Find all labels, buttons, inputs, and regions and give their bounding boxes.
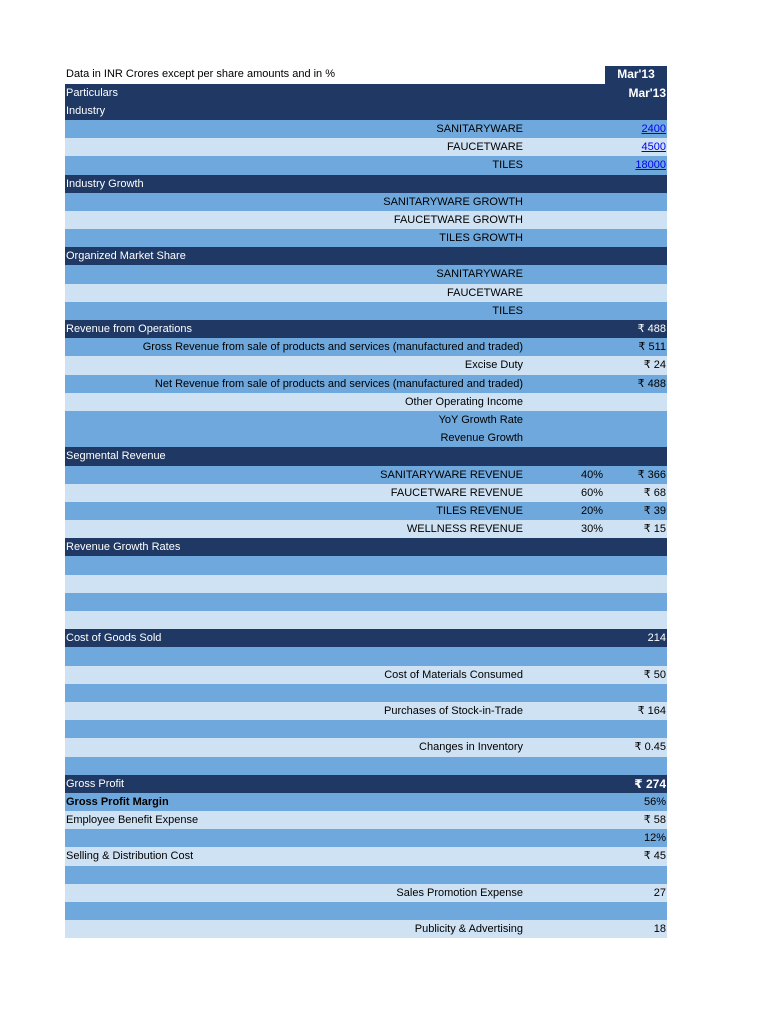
row-value: ₹ 488 <box>637 323 666 336</box>
row-header-label: Segmental Revenue <box>66 450 166 463</box>
row-value: 214 <box>647 632 666 645</box>
value-link[interactable] <box>546 156 666 174</box>
table-row[interactable] <box>65 666 667 684</box>
row-value: ₹ 50 <box>643 668 666 681</box>
table-row[interactable] <box>65 393 667 411</box>
row-label: TILES GROWTH <box>439 232 523 245</box>
row-value: 27 <box>653 886 666 899</box>
table-row[interactable] <box>65 575 667 593</box>
period-header[interactable]: Mar'13 <box>605 66 667 84</box>
row-label: Publicity & Advertising <box>414 923 523 936</box>
row-header-label: Organized Market Share <box>66 250 186 263</box>
row-label: Purchases of Stock-in-Trade <box>384 704 523 717</box>
table-row[interactable] <box>65 320 667 338</box>
row-value: ₹ 39 <box>643 504 666 517</box>
row-label: SANITARYWARE <box>436 122 523 135</box>
row-header-label: Gross Profit <box>66 777 125 790</box>
table-row[interactable] <box>65 356 667 374</box>
row-header-label: Revenue Growth Rates <box>66 541 181 554</box>
table-row[interactable] <box>65 411 667 429</box>
table-row[interactable] <box>65 866 667 884</box>
value-link[interactable] <box>546 120 666 138</box>
table-row[interactable] <box>65 193 667 211</box>
table-row[interactable] <box>65 156 667 174</box>
table-row[interactable] <box>65 702 667 720</box>
table-row[interactable] <box>65 138 667 156</box>
table-row[interactable] <box>65 229 667 247</box>
table-row[interactable] <box>65 302 667 320</box>
table-row[interactable] <box>65 466 667 484</box>
row-label: SANITARYWARE <box>436 268 523 281</box>
row-label: FAUCETWARE GROWTH <box>393 213 523 226</box>
value-link[interactable] <box>546 138 666 156</box>
row-value: ₹ 15 <box>643 523 666 536</box>
table-row[interactable] <box>65 920 667 938</box>
table-row[interactable] <box>65 375 667 393</box>
table-row[interactable] <box>65 102 667 120</box>
sheet-note: Data in INR Crores except per share amounts and in % <box>66 68 336 80</box>
table-row[interactable] <box>65 84 667 102</box>
row-label: Changes in Inventory <box>419 741 523 754</box>
row-label: Excise Duty <box>464 359 523 372</box>
table-row[interactable] <box>65 556 667 574</box>
table-row[interactable] <box>65 484 667 502</box>
row-label: YoY Growth Rate <box>438 413 523 426</box>
table-row[interactable] <box>65 884 667 902</box>
share-percent: 40% <box>580 468 603 481</box>
row-label: FAUCETWARE <box>447 286 523 299</box>
row-header-label: Industry Growth <box>66 177 144 190</box>
row-value: ₹ 488 <box>637 377 666 390</box>
table-row[interactable] <box>65 429 667 447</box>
row-label: FAUCETWARE <box>447 141 523 154</box>
row-value: 12% <box>643 832 666 845</box>
table-row[interactable] <box>65 611 667 629</box>
row-value: ₹ 0.45 <box>634 741 666 754</box>
row-value: ₹ 511 <box>638 341 666 354</box>
table-row[interactable] <box>65 811 667 829</box>
table-row[interactable] <box>65 757 667 775</box>
table-row[interactable] <box>65 175 667 193</box>
sheet-note-row <box>65 66 667 84</box>
table-row[interactable] <box>65 647 667 665</box>
table-row[interactable] <box>65 829 667 847</box>
table-row[interactable] <box>65 738 667 756</box>
row-label: SANITARYWARE GROWTH <box>383 195 523 208</box>
table-row[interactable] <box>65 247 667 265</box>
row-label: Gross Revenue from sale of products and services (manufactured and traded) <box>142 341 523 354</box>
row-header-label: Cost of Goods Sold <box>66 632 162 645</box>
row-header-label: Selling & Distribution Cost <box>66 850 194 863</box>
table-row[interactable] <box>65 902 667 920</box>
value-hyperlink[interactable]: 18000 <box>635 159 666 172</box>
row-label: FAUCETWARE REVENUE <box>390 486 523 499</box>
table-row[interactable] <box>65 265 667 283</box>
row-label: TILES <box>492 304 523 317</box>
table-row[interactable] <box>65 720 667 738</box>
table-row[interactable] <box>65 338 667 356</box>
row-label: Sales Promotion Expense <box>396 886 523 899</box>
row-value: ₹ 45 <box>643 850 666 863</box>
row-value: ₹ 58 <box>643 814 666 827</box>
row-value: ₹ 366 <box>637 468 666 481</box>
table-row[interactable] <box>65 211 667 229</box>
share-percent: 60% <box>580 486 603 499</box>
row-value: ₹ 24 <box>643 359 666 372</box>
table-row[interactable] <box>65 629 667 647</box>
table-row[interactable] <box>65 447 667 465</box>
table-row[interactable] <box>65 538 667 556</box>
table-row[interactable] <box>65 775 667 793</box>
row-label: TILES REVENUE <box>436 504 523 517</box>
row-header-label: Particulars <box>66 86 118 99</box>
row-value: 18 <box>653 923 666 936</box>
table-row[interactable] <box>65 502 667 520</box>
table-row[interactable] <box>65 120 667 138</box>
table-row[interactable] <box>65 847 667 865</box>
row-label: Cost of Materials Consumed <box>384 668 523 681</box>
table-row[interactable] <box>65 684 667 702</box>
table-row[interactable] <box>65 284 667 302</box>
row-label: Net Revenue from sale of products and services (manufactured and traded) <box>154 377 523 390</box>
table-row[interactable] <box>65 593 667 611</box>
table-row[interactable] <box>65 520 667 538</box>
row-label: SANITARYWARE REVENUE <box>380 468 523 481</box>
row-label: WELLNESS REVENUE <box>406 523 523 536</box>
value-hyperlink[interactable]: 2400 <box>641 122 666 135</box>
row-label: Other Operating Income <box>404 395 523 408</box>
row-header-label: Revenue from Operations <box>66 323 192 336</box>
sheet-rows <box>65 84 667 939</box>
value-hyperlink[interactable]: 4500 <box>641 141 666 154</box>
row-label: TILES <box>492 159 523 172</box>
row-value: ₹ 274 <box>634 776 666 791</box>
row-value: ₹ 68 <box>643 486 666 499</box>
share-percent: 20% <box>580 504 603 517</box>
row-header-label: Industry <box>66 104 106 117</box>
row-header-label: Employee Benefit Expense <box>66 814 199 827</box>
table-row[interactable] <box>65 793 667 811</box>
financial-spreadsheet <box>65 66 667 938</box>
row-header-label: Gross Profit Margin <box>66 795 169 808</box>
share-percent: 30% <box>580 523 603 536</box>
row-label: Revenue Growth <box>440 432 523 445</box>
row-value: ₹ 164 <box>637 704 666 717</box>
row-value: 56% <box>643 795 666 808</box>
row-value: Mar'13 <box>628 85 666 100</box>
